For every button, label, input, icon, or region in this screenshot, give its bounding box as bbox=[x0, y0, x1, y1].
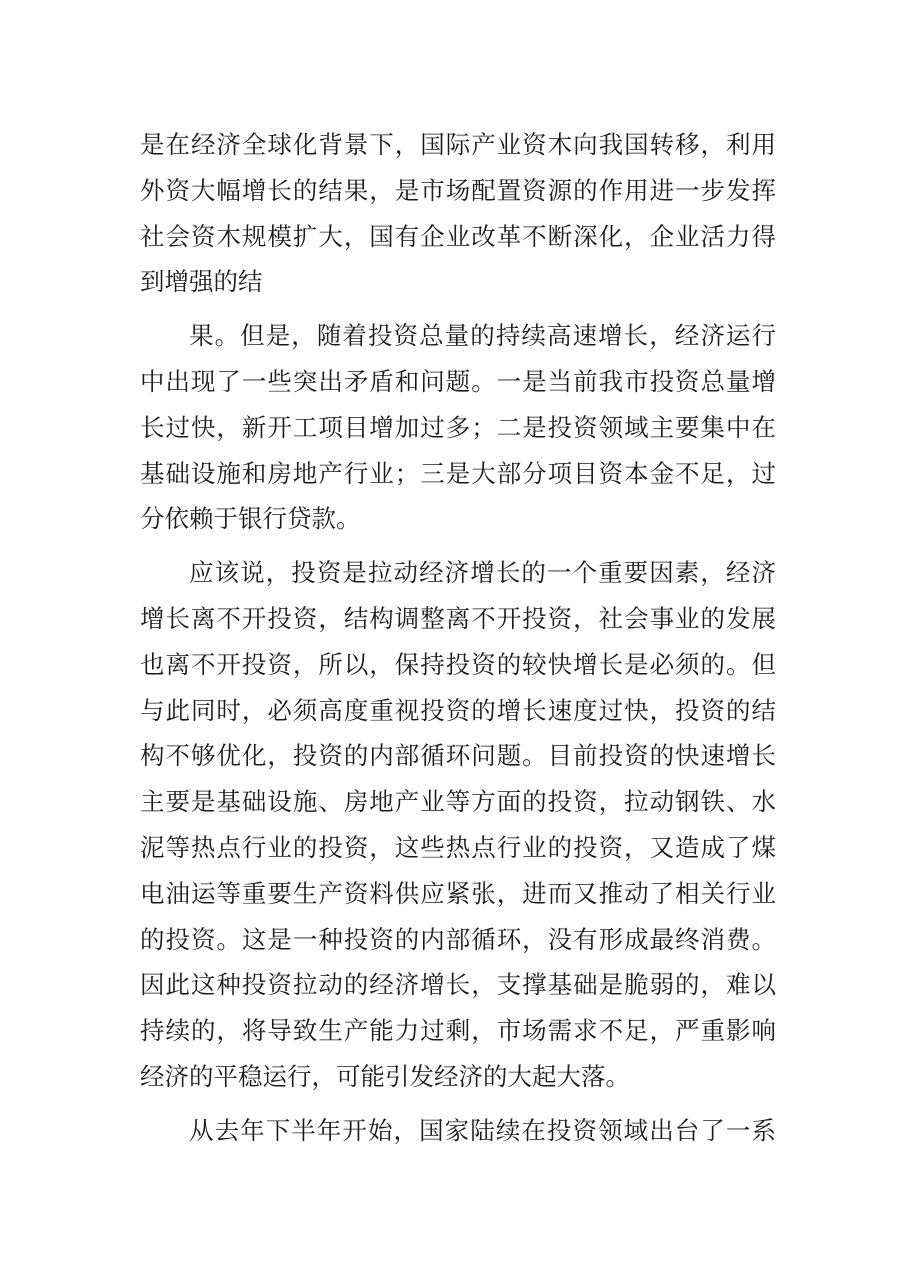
text-line: 主要是基础设施、房地产业等方面的投资，拉动钢铁、水 bbox=[140, 787, 776, 817]
text-line: 持续的，将导致生产能力过剩，市场需求不足，严重影响 bbox=[140, 1016, 776, 1046]
text-line: 电油运等重要生产资料供应紧张，进而又推动了相关行业 bbox=[140, 878, 776, 908]
text-line: 也离不开投资，所以，保持投资的较快增长是必须的。但 bbox=[140, 649, 776, 679]
text-line: 增长离不开投资，结构调整离不开投资，社会事业的发展 bbox=[140, 603, 776, 633]
text-line: 经济的平稳运行，可能引发经济的大起大落。 bbox=[140, 1061, 630, 1091]
text-line: 泥等热点行业的投资，这些热点行业的投资，又造成了煤 bbox=[140, 832, 776, 862]
text-line: 与此同时，必须高度重视投资的增长速度过快，投资的结 bbox=[140, 695, 776, 725]
text-line: 中出现了一些突出矛盾和问题。一是当前我市投资总量增 bbox=[140, 366, 776, 396]
text-line: 应该说，投资是拉动经济增长的一个重要因素，经济 bbox=[189, 558, 776, 588]
text-line: 分依赖于银行贷款。 bbox=[140, 504, 361, 534]
text-line: 的投资。这是一种投资的内部循环，没有形成最终消费。 bbox=[140, 924, 776, 954]
paragraph bbox=[140, 550, 776, 1100]
text-line: 外资大幅增长的结果，是市场配置资源的作用进一步发挥 bbox=[140, 175, 776, 205]
text-line: 到增强的结 bbox=[140, 267, 263, 297]
document-body bbox=[140, 122, 776, 1154]
text-line: 从去年下半年开始，国家陆续在投资领域出台了一系 bbox=[189, 1115, 776, 1145]
paragraph bbox=[140, 122, 776, 305]
text-line: 果。但是，随着投资总量的持续高速增长，经济运行 bbox=[189, 321, 776, 351]
text-line: 社会资木规模扩大，国有企业改革不断深化，企业活力得 bbox=[140, 221, 776, 251]
paragraph bbox=[140, 1108, 776, 1154]
text-line: 构不够优化，投资的内部循环问题。目前投资的快速增长 bbox=[140, 741, 776, 771]
text-line: 因此这种投资拉动的经济增长，支撑基础是脆弱的，难以 bbox=[140, 970, 776, 1000]
paragraph bbox=[140, 313, 776, 542]
text-line: 长过快，新开工项目增加过多；二是投资领域主要集中在 bbox=[140, 412, 776, 442]
text-line: 是在经济全球化背景下，国际产业资木向我国转移，利用 bbox=[140, 130, 776, 159]
text-line: 基础设施和房地产行业；三是大部分项目资本金不足，过 bbox=[140, 458, 776, 488]
